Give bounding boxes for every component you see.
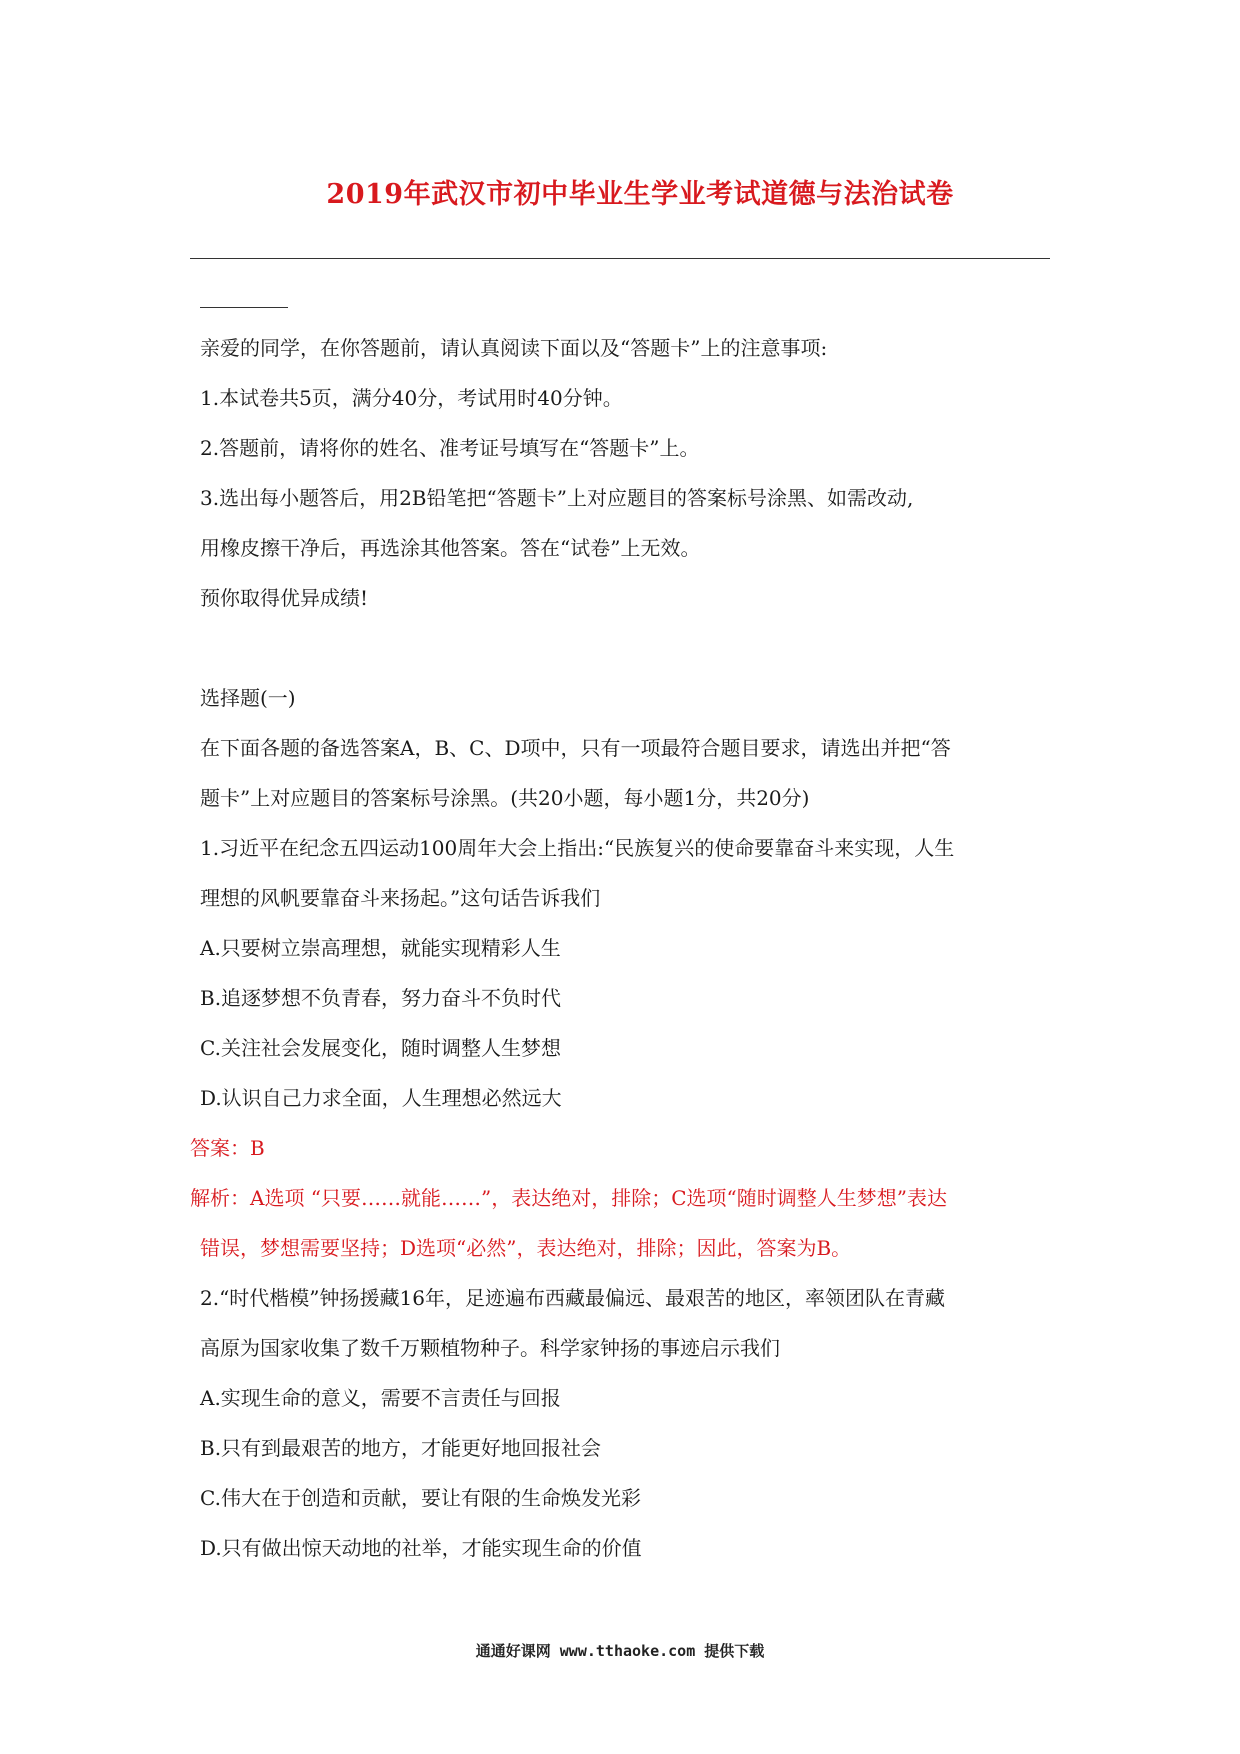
question-1-stem: 1.习近平在纪念五四运动100周年大会上指出:“民族复兴的使命要靠奋斗来实现，人生 [200,836,955,860]
short-divider [200,307,288,308]
question-1-option-a: A.只要树立崇高理想，就能实现精彩人生 [200,936,561,960]
notice-item-2: 2.答题前，请将你的姓名、准考证号填写在“答题卡”上。 [200,436,700,460]
question-2-option-c: C.伟大在于创造和贡献，要让有限的生命焕发光彩 [200,1486,641,1510]
section-instructions: 在下面各题的备选答案A，B、C、D项中，只有一项最符合题目要求，请选出并把“答 [200,736,951,760]
notice-item-3-cont: 用橡皮擦干净后，再选涂其他答案。答在“试卷”上无效。 [200,536,701,560]
notice-intro: 亲爱的同学，在你答题前，请认真阅读下面以及“答题卡”上的注意事项: [200,336,828,360]
question-2-stem-cont: 高原为国家收集了数千万颗植物种子。科学家钟扬的事迹启示我们 [200,1336,780,1360]
question-1-answer: 答案：B [190,1136,265,1160]
title-divider [190,258,1050,259]
page-title: 2019年武汉市初中毕业生学业考试道德与法治试卷 [326,179,954,210]
notice-wish: 预你取得优异成绩! [200,586,369,610]
question-1-option-c: C.关注社会发展变化，随时调整人生梦想 [200,1036,561,1060]
question-1-option-d: D.认识自己力求全面，人生理想必然远大 [200,1086,562,1110]
question-1-analysis: 解析：A选项 “只要……就能……”，表达绝对，排除；C选项“随时调整人生梦想”表达 [190,1186,948,1210]
notice-item-1: 1.本试卷共5页，满分40分，考试用时40分钟。 [200,386,623,410]
notice-item-3: 3.选出每小题答后，用2B铅笔把“答题卡”上对应题目的答案标号涂黑、如需改动, [200,486,914,510]
question-2-option-d: D.只有做出惊天动地的社举，才能实现生命的价值 [200,1536,642,1560]
question-2-option-b: B.只有到最艰苦的地方，才能更好地回报社会 [200,1436,602,1460]
section-heading: 选择题(一) [200,686,296,710]
question-2-option-a: A.实现生命的意义，需要不言责任与回报 [200,1386,561,1410]
question-1-stem-cont: 理想的风帆要靠奋斗来扬起。”这句话告诉我们 [200,886,601,910]
question-1-analysis-cont: 错误，梦想需要坚持；D选项“必然”，表达绝对，排除；因此，答案为B。 [200,1236,852,1260]
section-instructions-cont: 题卡”上对应题目的答案标号涂黑。(共20小题，每小题1分，共20分) [200,786,810,810]
question-2-stem: 2.“时代楷模”钟扬援藏16年，足迹遍布西藏最偏远、最艰苦的地区，率领团队在青藏 [200,1286,945,1310]
question-1-option-b: B.追逐梦想不负青春，努力奋斗不负时代 [200,986,562,1010]
page-footer: 通通好课网 www.tthaoke.com 提供下载 [475,1642,765,1660]
